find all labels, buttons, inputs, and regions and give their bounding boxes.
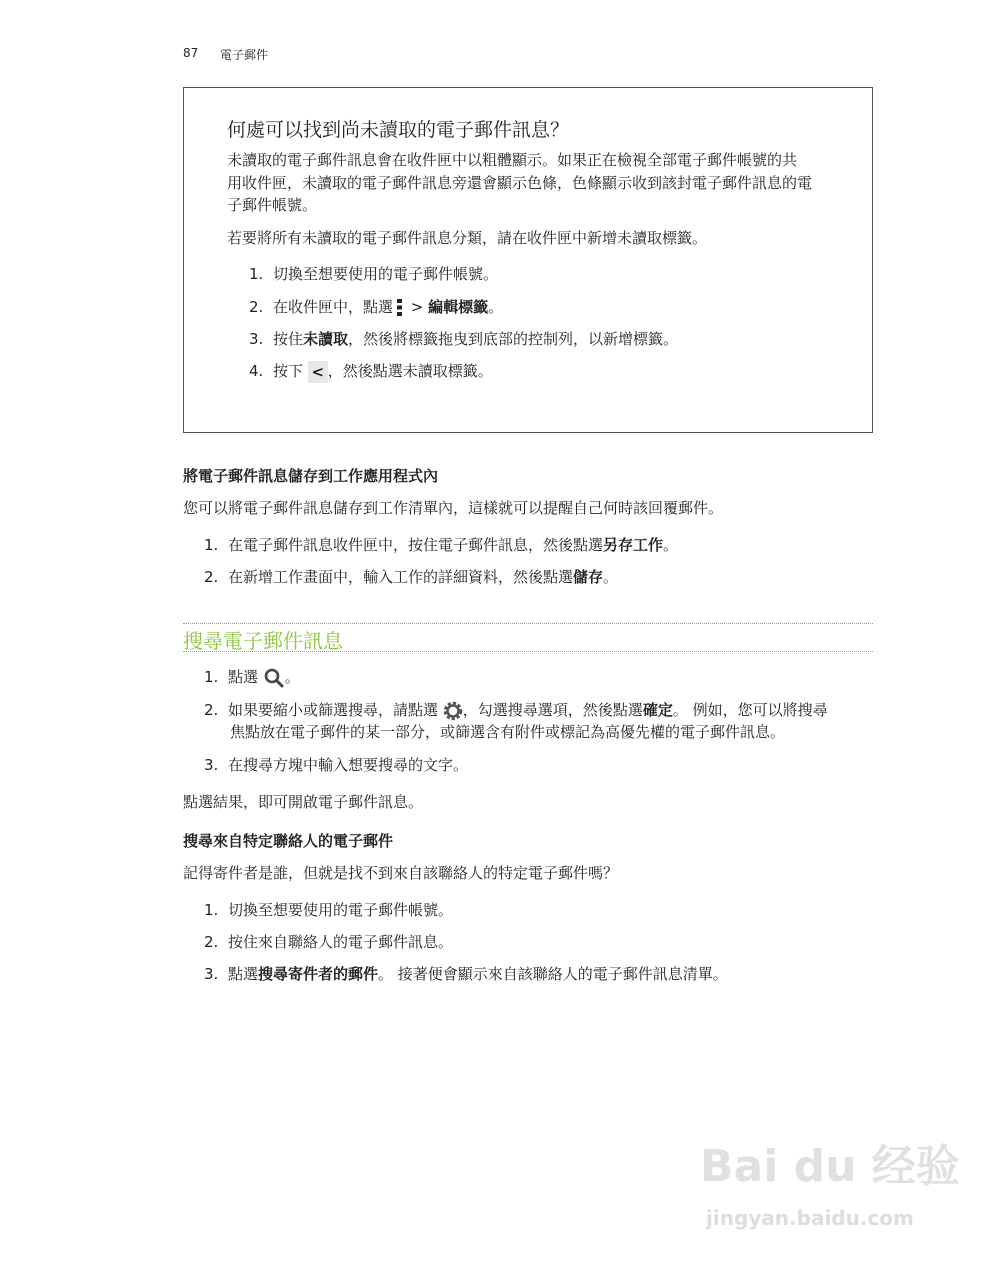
settings-gear-icon <box>443 701 463 721</box>
step-text: 。 接著便會顯示來自該聯絡人的電子郵件訊息清單。 <box>378 965 728 983</box>
divider <box>183 651 873 652</box>
step-text: 切換至想要使用的電子郵件帳號。 <box>228 901 454 919</box>
list-item <box>204 534 678 556</box>
divider <box>183 623 873 624</box>
step-text: 點選 <box>228 965 259 983</box>
list-item <box>249 263 498 285</box>
list-item <box>204 899 453 921</box>
step-number: 2. <box>204 568 219 586</box>
step-text: ，然後點選未讀取標籤。 <box>327 362 493 380</box>
step-text: 。 例如，您可以將搜尋 <box>672 701 828 719</box>
step-number: 2. <box>249 298 264 316</box>
section-title: 電子郵件 <box>220 48 269 62</box>
step-number: 3. <box>249 330 264 348</box>
step-text: 按下 <box>273 362 304 380</box>
step-bold: 儲存 <box>573 568 604 586</box>
step-number: 1. <box>204 536 219 554</box>
paragraph: 記得寄件者是誰，但就是找不到來自該聯絡人的特定電子郵件嗎？ <box>183 864 619 882</box>
list-item <box>204 963 728 985</box>
step-bold: 編輯標籤 <box>428 298 489 316</box>
search-icon <box>263 667 285 689</box>
section-heading: 搜尋來自特定聯絡人的電子郵件 <box>183 832 394 850</box>
step-number: 3. <box>204 965 219 983</box>
step-text: 按住 <box>273 330 304 348</box>
tip-text: 未讀取的電子郵件訊息會在收件匣中以粗體顯示。如果正在檢視全部電子郵件帳號的共 <box>227 151 798 169</box>
back-chevron-icon: < <box>308 361 328 383</box>
step-text: 如果要縮小或篩選搜尋，請點選 <box>228 701 439 719</box>
tip-text: 若要將所有未讀取的電子郵件訊息分類，請在收件匣中新增未讀取標籤。 <box>227 229 708 247</box>
step-number: 3. <box>204 756 219 774</box>
section-heading: 搜尋電子郵件訊息 <box>183 629 343 653</box>
step-text: 。 <box>663 536 679 554</box>
step-number: 1. <box>204 668 219 686</box>
tip-text: 子郵件帳號。 <box>227 196 318 214</box>
step-bold: 另存工作 <box>603 536 664 554</box>
tip-text: 用收件匣，未讀取的電子郵件訊息旁還會顯示色條，色條顯示收到該封電子郵件訊息的電 <box>227 174 813 192</box>
tip-title: 何處可以找到尚未讀取的電子郵件訊息？ <box>227 119 570 141</box>
list-item <box>204 566 618 588</box>
step-number: 4. <box>249 362 264 380</box>
step-text: 。 <box>284 668 300 686</box>
step-text: 在收件匣中，點選 <box>273 298 394 316</box>
paragraph: 點選結果，即可開啟電子郵件訊息。 <box>183 793 424 811</box>
list-item <box>204 754 468 776</box>
list-item <box>204 931 453 953</box>
list-item <box>204 666 300 689</box>
step-text: ，然後將標籤拖曳到底部的控制列，以新增標籤。 <box>348 330 679 348</box>
step-text: 在搜尋方塊中輸入想要搜尋的文字。 <box>228 756 469 774</box>
list-item <box>249 328 678 350</box>
section-heading: 將電子郵件訊息儲存到工作應用程式內 <box>183 467 439 485</box>
step-bold: 未讀取 <box>303 330 349 348</box>
step-text: 焦點放在電子郵件的某一部分，或篩選含有附件或標記為高優先權的電子郵件訊息。 <box>230 723 786 741</box>
list-item <box>249 360 493 383</box>
step-text: 在電子郵件訊息收件匣中，按住電子郵件訊息，然後點選 <box>228 536 604 554</box>
page-number: 87 <box>183 46 199 60</box>
step-bold: 確定 <box>642 701 673 719</box>
watermark-url: jingyan.baidu.com <box>706 1206 914 1230</box>
step-text: 點選 <box>228 668 259 686</box>
step-text: 在新增工作畫面中，輸入工作的詳細資料，然後點選 <box>228 568 574 586</box>
watermark-logo: Bai du 经验 <box>700 1141 960 1192</box>
step-number: 2. <box>204 701 219 719</box>
step-number: 1. <box>249 265 264 283</box>
list-item <box>249 296 503 318</box>
step-number: 2. <box>204 933 219 951</box>
separator: > <box>406 298 429 316</box>
step-text: 。 <box>488 298 504 316</box>
step-text: ，勾選搜尋選項，然後點選 <box>462 701 643 719</box>
list-item <box>204 699 828 721</box>
step-text: 切換至想要使用的電子郵件帳號。 <box>273 265 499 283</box>
more-vertical-icon <box>397 299 402 316</box>
step-number: 1. <box>204 901 219 919</box>
step-text: 。 <box>603 568 619 586</box>
paragraph: 您可以將電子郵件訊息儲存到工作清單內，這樣就可以提醒自己何時該回覆郵件。 <box>183 499 724 517</box>
step-bold: 搜尋寄件者的郵件 <box>258 965 379 983</box>
step-text: 按住來自聯絡人的電子郵件訊息。 <box>228 933 454 951</box>
